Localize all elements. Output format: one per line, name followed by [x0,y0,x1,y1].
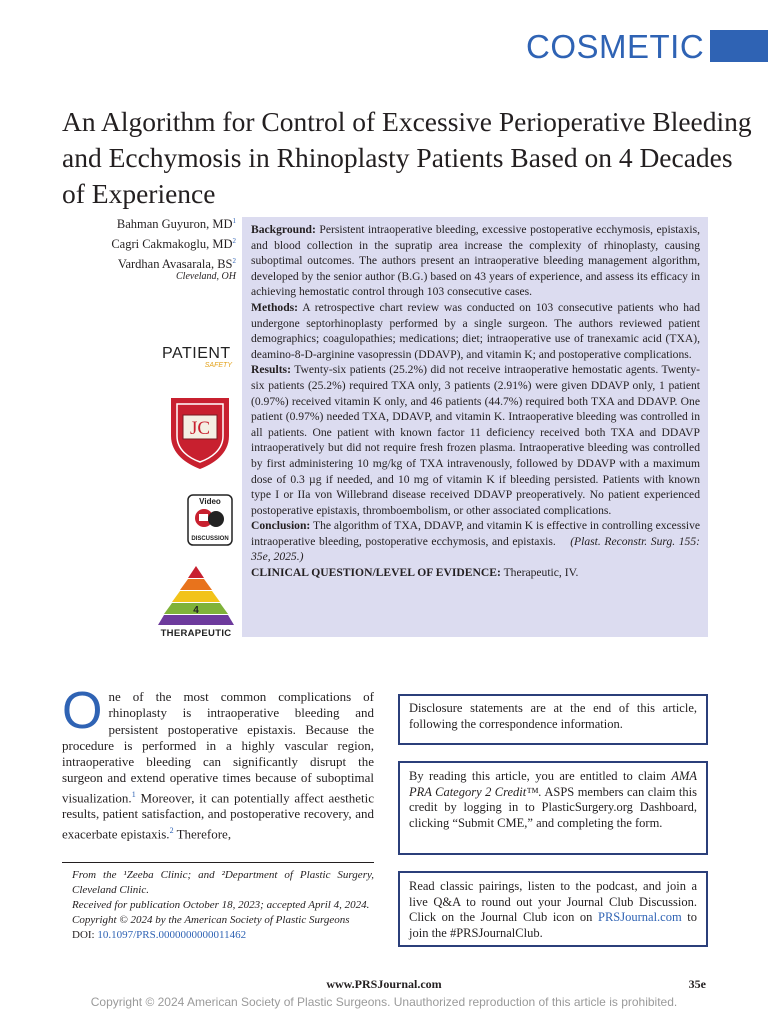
article-title: An Algorithm for Control of Excessive Perioperative Bleeding and Ecchymosis in Rhinoplasty Patients Based on 4 Decades of Experience [62,106,752,209]
footer-url[interactable]: www.PRSJournal.com [326,977,442,991]
drop-cap: O [62,682,103,740]
prsjournal-link[interactable]: PRSJournal.com [598,910,682,924]
patient-safety-word: PATIENT [162,345,231,362]
abstract-box [242,217,708,637]
patient-safety-badge [162,345,234,375]
abstract-methods: Methods: A retrospective chart review was conducted on 103 consecutive patients who had undergone septorhinoplasty performed by a single surgeon. The authors reviewed patient demographics; coagulopathies; medications; diet; intraoperative use of tranexamic acid (TXA), deamino-8-D-arginine vasopressin (DDAVP), and vitamin K; and postoperative complications. [251,300,700,361]
page-number: 35e [688,977,706,991]
author-1: Bahman Guyuron, $MD^1$ [116,217,236,232]
svg-text:DISCUSSION: DISCUSSION [191,536,229,542]
reference-1[interactable]: 1 [131,789,136,799]
svg-text:JC: JC [189,418,211,439]
disclosure-box: Disclosure statements are at the end of this article, following the correspondence information. [398,694,708,745]
svg-text:Video: Video [199,497,221,506]
journal-club-icon[interactable] [169,396,231,470]
copyright-notice: Copyright © 2024 American Society of Plastic Surgeons. Unauthorized reproduction of this article is prohibited. [90,995,678,1009]
author-2: Cagri Cakmakoglu, $MD^2$ [111,237,236,252]
abstract-conclusion: Conclusion: The algorithm of TXA, DDAVP, and vitamin K is effective in controlling excessive intraoperative bleeding, postoperative ecchymosis, and epistaxis. (Plast. Reconstr. Surg. 155: 35e, 2025.) [251,519,701,564]
affiliation-divider [62,862,374,863]
patient-safety-sub: SAFETY [204,362,232,369]
author-3: Vardhan Avasarala, $BS^2$ [117,257,236,272]
doi-link[interactable]: 10.1097/PRS.0000000000011462 [97,929,247,941]
section-label: COSMETIC [526,28,705,65]
author-location: Cleveland, OH [176,271,236,282]
author-list [111,213,236,273]
abstract-background: Background: Persistent intraoperative bleeding, excessive postoperative ecchymosis, epistaxis, and blood collection in the supratip area increase the complexity of rhinoplasty, causing suboptimal outcomes. The authors present an intraoperative bleeding management algorithm, developed by the senior author (B.G.) based on 43 years of experience, and assess its efficacy in achieving hemostatic control through 103 consecutive cases. [251,223,701,299]
abstract-level-of-evidence: CLINICAL QUESTION/LEVEL OF EVIDENCE: Therapeutic, IV. [251,566,579,580]
section-bar [710,30,768,62]
affiliation-notes: From the ¹Zeeba Clinic; and ²Department of Plastic Surgery, Cleveland Clinic. Received for publication October 18, 2023; accepted April 4, 2024. Copyright © 2024 by the American Society of Plastic Surgeons DOI: 10.1097/PRS.0000000000011462 [72,869,374,941]
abstract-results: Results: Twenty-six patients (25.2%) did not receive intraoperative hemostatic agents. Twenty-six patients (25.2%) required TXA only, 3 patients (2.91%) were given DDAVP only, 1 patient (0.97%) received vitamin K only, and 46 patients (44.7%) required both TXA and DDAVP. One patient (0.97%) needed TXA, DDAVP, and vitamin K. Intraoperative bleeding was controlled in all patients. One patient with known factor 11 deficiency received both TXA and DDAVP intraoperatively but did not require fresh frozen plasma. Intraoperative bleeding was controlled by first administering 10 mg/kg of TXA intravenously, followed by DDAVP with a maximum dose of 0.3 µg if needed, and 10 mg of vitamin K if bleeding persisted. Patients with known type I or IIa von Willebrand disease received DDAVP preoperatively. No patient experienced postoperative epistaxis, thromboembolism, or other associated complications. [251,363,700,517]
journal-club-box: Read classic pairings, listen to the podcast, and join a live Q&A to round out your Journal Club Discussion. Click on the Journal Club icon on PRSJournal.com to join the #PRSJournalClub. [398,871,708,947]
therapeutic-label: THERAPEUTIC [160,628,232,639]
body-text: One of the most common complications of rhinoplasty is intraoperative bleeding and persistent postoperative epistaxis. Because the procedure is performed in a highly vascular region, intraoperative bleeding can significantly disrupt the surgeon and extend operative times because of suboptimal visualization.$^1$ Moreover, it can potentially affect aesthetic results, patient satisfaction, and postoperative recovery, and exacerbate epistaxis.$^2$ Therefore, [62,682,374,842]
video-discussion-icon[interactable] [187,494,233,546]
reference-2[interactable]: 2 [169,825,174,835]
cme-box: By reading this article, you are entitled to claim AMA PRA Category 2 Credit™. ASPS members can claim this credit by logging in to PlasticSurgery.org Dashboard, clicking “Submit CME,” and completing the form. [398,761,708,855]
svg-text:4: 4 [193,605,199,616]
